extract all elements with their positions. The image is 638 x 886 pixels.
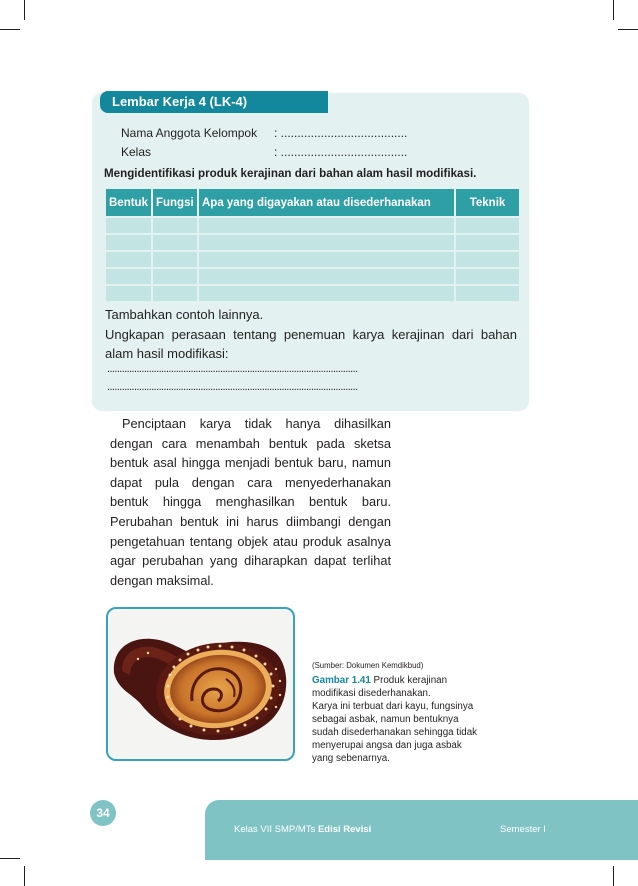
table-cell[interactable] (199, 269, 454, 284)
caption-line: Karya ini terbuat dari kayu, fungsinya (312, 701, 474, 712)
table-cell[interactable] (106, 252, 151, 267)
column-header: Apa yang digayakan atau disederhanakan (199, 189, 454, 216)
crop-mark (24, 866, 25, 886)
paragraph-line: dengan maksimal. (110, 572, 214, 588)
reflection-prompt-line: alam hasil modifikasi: (105, 346, 229, 361)
paragraph-line: Perubahan bentuk ini harus diimbangi dengan (110, 513, 391, 529)
table-cell[interactable] (153, 218, 197, 233)
extra-prompt: Tambahkan contoh lainnya. (105, 307, 264, 322)
answer-line[interactable]: ...................................................................................................... (107, 381, 358, 393)
page-number: 34 (90, 800, 116, 826)
table-cell[interactable] (106, 235, 151, 250)
footer-book-title (234, 824, 371, 835)
table-cell[interactable] (106, 286, 151, 301)
paragraph-line: pengetahuan tentang objek atau produk asalnya (110, 533, 391, 549)
table-cell[interactable] (106, 218, 151, 233)
column-header: Teknik (456, 189, 519, 216)
table-cell[interactable] (153, 286, 197, 301)
caption-line: sebagai asbak, namun bentuknya (312, 714, 459, 725)
table-cell[interactable] (456, 269, 519, 284)
table-cell[interactable] (199, 235, 454, 250)
table-cell[interactable] (153, 269, 197, 284)
table-row (106, 286, 519, 301)
crop-mark (24, 0, 25, 20)
crop-mark (613, 866, 614, 886)
figure-caption (312, 659, 497, 765)
paragraph-line: dengan cara menambah bentuk pada sketsa (110, 435, 391, 451)
caption-line: menyerupai angsa dan juga asbak (312, 740, 462, 751)
crop-mark (613, 0, 614, 20)
figure-title-text: Produk kerajinan (370, 675, 448, 686)
reflection-prompt-line: Ungkapan perasaan tentang penemuan karya kerajinan dari bahan (105, 327, 517, 342)
table-cell[interactable] (456, 218, 519, 233)
field-label: Kelas (121, 145, 152, 159)
figure-source: (Sumber: Dokumen Kemdikbud) (312, 661, 424, 670)
identification-table (104, 187, 521, 303)
group-name-field[interactable]: : ...................................... (274, 126, 408, 140)
table-row (106, 218, 519, 233)
body-paragraph (110, 414, 391, 590)
answer-line[interactable]: ...................................................................................................... (107, 363, 358, 375)
table-cell[interactable] (456, 235, 519, 250)
table-row (106, 252, 519, 267)
caption-line: yang sebenarnya. (312, 753, 390, 764)
table-cell[interactable] (106, 269, 151, 284)
figure-title (312, 674, 497, 687)
table-cell[interactable] (153, 235, 197, 250)
column-header: Fungsi (153, 189, 197, 216)
table-row (106, 269, 519, 284)
footer-semester: Semester I (500, 824, 546, 835)
ashtray-illustration (108, 609, 293, 759)
worksheet-title: Lembar Kerja 4 (LK-4) (100, 91, 328, 113)
table-row (106, 235, 519, 250)
class-field[interactable]: : ...................................... (274, 145, 408, 159)
crop-mark (618, 29, 638, 30)
caption-line: modifikasi disederhanakan. (312, 688, 431, 699)
table-cell[interactable] (199, 218, 454, 233)
table-cell[interactable] (456, 252, 519, 267)
book-title-prefix: Kelas VII SMP/MTs (234, 824, 318, 835)
paragraph-line: dapat pula dengan cara menyederhanakan (110, 474, 391, 490)
table-cell[interactable] (153, 252, 197, 267)
worksheet-instruction: Mengidentifikasi produk kerajinan dari bahan alam hasil modifikasi. (104, 167, 477, 180)
figure-label: Gambar 1.41 (312, 675, 371, 686)
paragraph-line: bentuk hingga menghasilkan bentuk baru. (110, 494, 391, 510)
crop-mark (0, 29, 20, 30)
craft-photo (106, 607, 295, 761)
column-header: Bentuk (106, 189, 151, 216)
paragraph-line: Penciptaan karya tidak hanya dihasilkan (122, 416, 391, 431)
table-cell[interactable] (199, 252, 454, 267)
field-label: Nama Anggota Kelompok (121, 126, 258, 140)
paragraph-line: agar perubahan yang diharapkan dapat terlihat (110, 553, 391, 569)
paragraph-line: bentuk asal hingga menjadi bentuk baru, namun (110, 455, 391, 471)
caption-line: sudah disederhanakan sehingga tidak (312, 727, 478, 738)
crop-mark (0, 858, 20, 859)
table-cell[interactable] (456, 286, 519, 301)
table-cell[interactable] (199, 286, 454, 301)
book-edition: Edisi Revisi (317, 824, 372, 835)
